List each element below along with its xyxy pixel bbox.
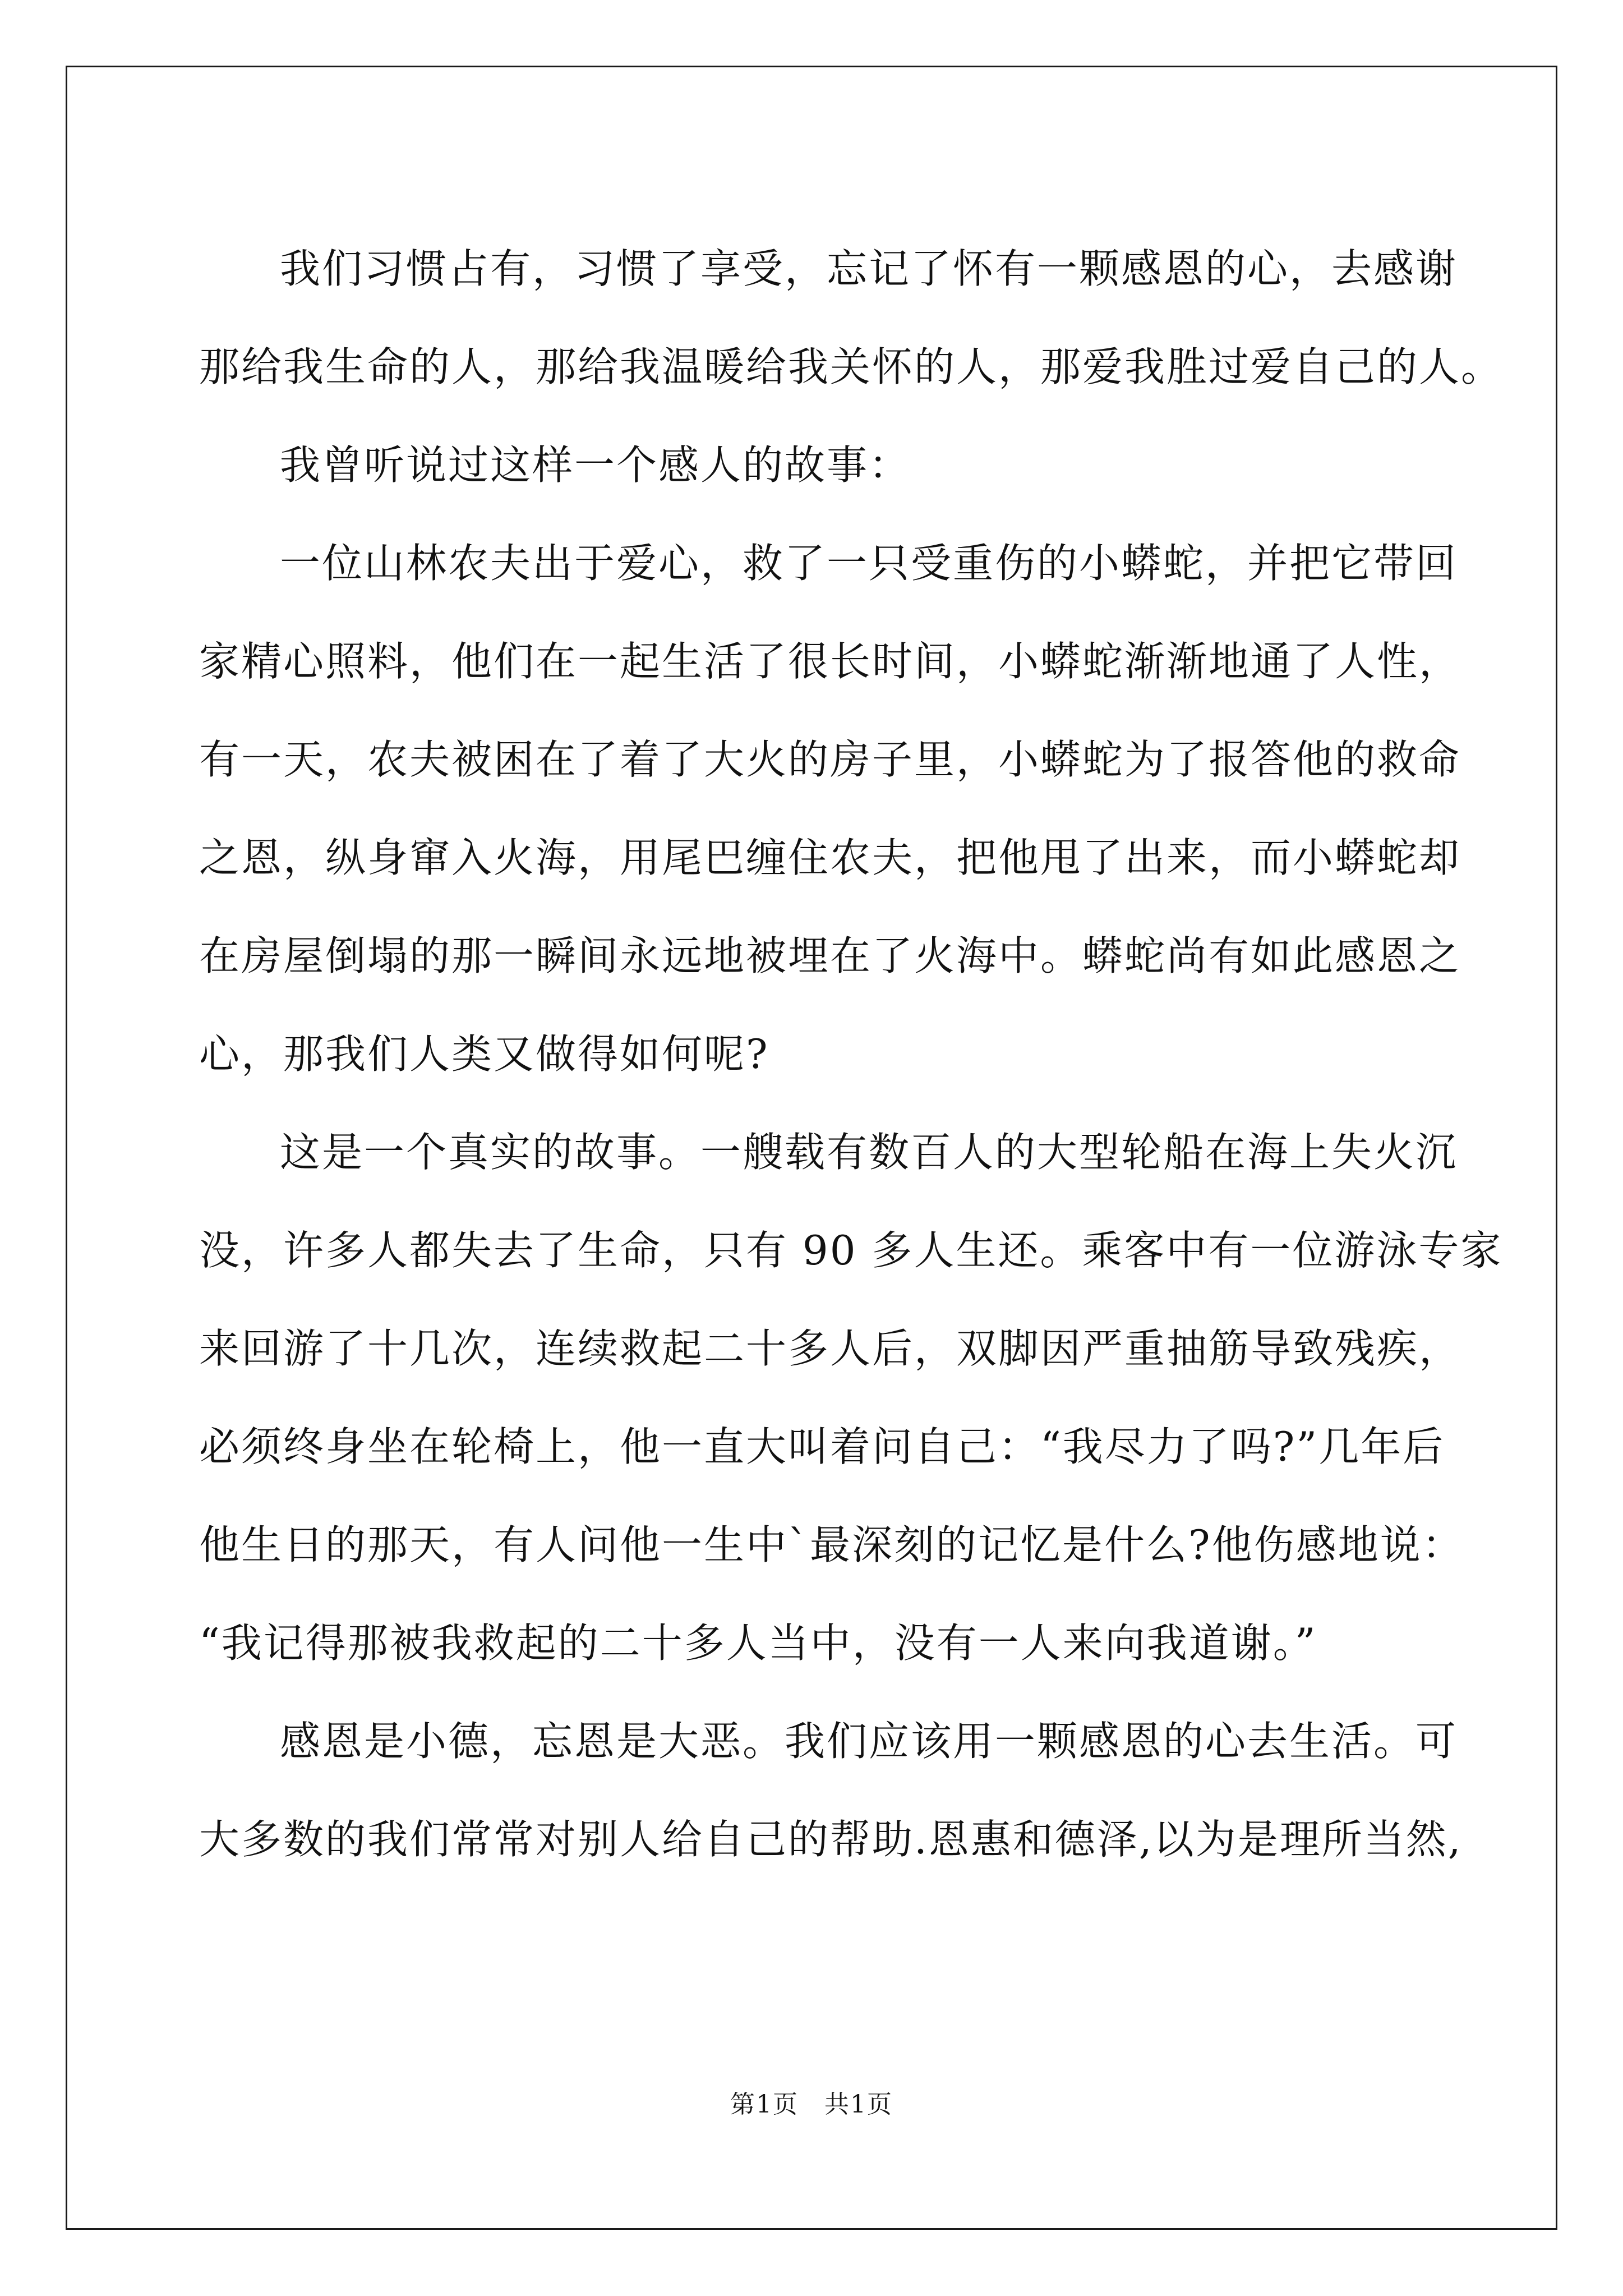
text-line: 心，那我们人类又做得如何呢?	[199, 1030, 769, 1078]
text-line: 没，许多人都失去了生命，只有 90 多人生还。乘客中有一位游泳专家	[199, 1227, 1503, 1274]
text-line: 一位山林农夫出于爱心，救了一只受重伤的小蟒蛇，并把它带回	[280, 540, 1458, 587]
page-footer: 第1页 共1页	[730, 2090, 893, 2119]
text-line: 我们习惯占有，习惯了享受，忘记了怀有一颗感恩的心，去感谢	[280, 245, 1458, 292]
text-line: 大多数的我们常常对别人给自己的帮助.恩惠和德泽,以为是理所当然,	[199, 1816, 1463, 1863]
text-line: “我记得那被我救起的二十多人当中，没有一人来向我道谢。”	[199, 1619, 1317, 1667]
text-line: 来回游了十几次，连续救起二十多人后，双脚因严重抽筋导致残疾，	[199, 1325, 1461, 1372]
text-line: 之恩，纵身窜入火海，用尾巴缠住农夫，把他甩了出来，而小蟒蛇却	[199, 834, 1461, 881]
text-line: 有一天，农夫被困在了着了大火的房子里，小蟒蛇为了报答他的救命	[199, 736, 1461, 783]
text-line: 必须终身坐在轮椅上，他一直大叫着问自己：“我尽力了吗?”几年后	[199, 1423, 1445, 1470]
text-line: 在房屋倒塌的那一瞬间永远地被埋在了火海中。蟒蛇尚有如此感恩之	[199, 932, 1461, 979]
text-line: 家精心照料，他们在一起生活了很长时间，小蟒蛇渐渐地通了人性，	[199, 638, 1461, 685]
text-line: 这是一个真实的故事。一艘载有数百人的大型轮船在海上失火沉	[280, 1129, 1458, 1176]
text-line: 感恩是小德，忘恩是大恶。我们应该用一颗感恩的心去生活。可	[280, 1718, 1458, 1765]
text-line: 那给我生命的人，那给我温暖给我关怀的人，那爱我胜过爱自己的人。	[199, 343, 1504, 390]
text-line: 他生日的那天，有人问他一生中`最深刻的记忆是什么?他伤感地说：	[199, 1521, 1464, 1568]
document-body	[199, 220, 1504, 1889]
text-line: 我曾听说过这样一个感人的故事：	[280, 441, 911, 489]
